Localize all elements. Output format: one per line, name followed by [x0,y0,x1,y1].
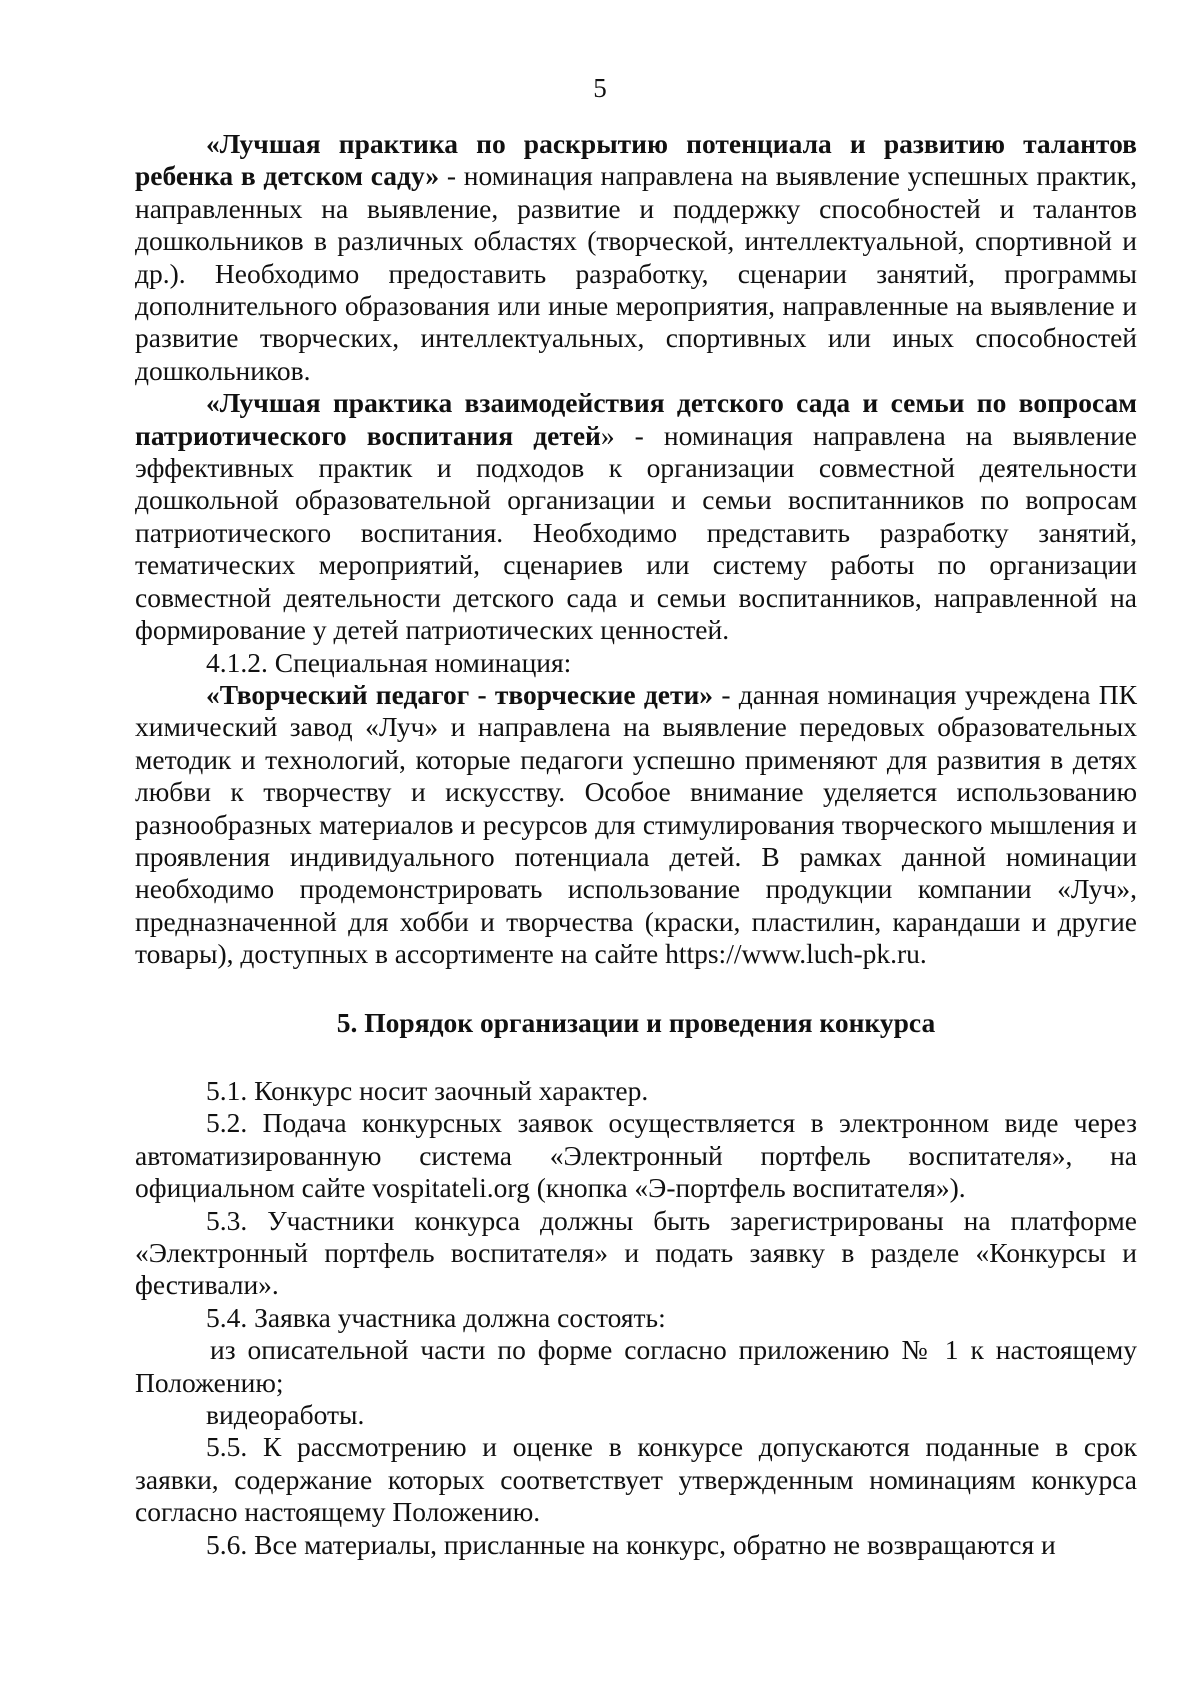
nomination-family-paragraph [135,387,1137,646]
clause-5-1: 5.1. Конкурс носит заочный характер. [206,1074,649,1106]
section-5-heading: 5. Порядок организации и проведения конкурса [336,1006,936,1038]
clause-5-4: 5.4. Заявка участника должна состоять: [206,1301,666,1333]
document-body [135,128,1137,1561]
nomination-talents-paragraph [135,128,1137,387]
special-nomination-text: - данная номинация учреждена ПК химический завод «Луч» и направлена на выявление передовых образовательных методик и технологий, которые педагоги успешно применяют для развития в детях любви к творчеству и искусству. Особое внимание уделяется использованию разнообразных материалов и ресурсов для стимулирования творческого мышления и проявления индивидуального потенциала детей. В рамках данной номинации необходимо продемонстрировать использование продукции компании «Луч», предназначенной для хобби и творчества (краски, пластилин, карандаши и другие товары), доступных в ассортименте на сайте https://www.luch-pk.ru. [135,678,1137,970]
clause-5-6: 5.6. Все материалы, присланные на конкурс, обратно не возвращаются и [206,1528,1056,1560]
special-nomination-title: «Творческий педагог - творческие дети» [206,678,714,710]
page-number: 5 [593,73,607,103]
nomination-family-text: » - номинация направлена на выявление эффективных практик и подходов к организации совместной деятельности дошкольной образовательной организации и семьи воспитанников по вопросам патриотического воспитания. Необходимо представить разработку занятий, тематических мероприятий, сценариев или систему работы по организации совместной деятельности детского сада и семьи воспитанников, направленной на формирование у детей патриотических ценностей. [135,419,1138,646]
clause-5-2: 5.2. Подача конкурсных заявок осуществляется в электронном виде через автоматизированную система «Электронный портфель воспитателя», на официальном сайте vospitateli.org (кнопка «Э-портфель воспитателя»). [135,1107,1137,1204]
clause-5-4-item-description: из описательной части по форме согласно приложению № 1 к настоящему Положению; [135,1334,1137,1398]
clause-5-5: 5.5. К рассмотрению и оценке в конкурсе допускаются поданные в срок заявки, содержание которых соответствует утвержденным номинациям конкурса согласно настоящему Положению. [135,1431,1137,1528]
special-nomination-heading: 4.1.2. Специальная номинация: [206,646,572,678]
clause-5-4-item-video: видеоработы. [206,1399,365,1431]
nomination-family-title: «Лучшая практика взаимодействия детского сада и семьи по вопросам патриотического воспитания детей [135,387,1137,451]
special-nomination-paragraph [135,679,1137,971]
nomination-talents-title: «Лучшая практика по раскрытию потенциала и развитию талантов ребенка в детском саду» [135,128,1137,192]
clause-5-3: 5.3. Участники конкурса должны быть зарегистрированы на платформе «Электронный портфель воспитателя» и подать заявку в разделе «Конкурсы и фестивали». [135,1204,1137,1301]
nomination-talents-text: - номинация направлена на выявление успешных практик, направленных на выявление, развитие и поддержку способностей и талантов дошкольников в различных областях (творческой, интеллектуальной, спортивной и др.). Необходимо предоставить разработку, сценарии занятий, программы дополнительного образования или иные мероприятия, направленные на выявление и развитие творческих, интеллектуальных, спортивных или иных способностей дошкольников. [135,160,1137,386]
